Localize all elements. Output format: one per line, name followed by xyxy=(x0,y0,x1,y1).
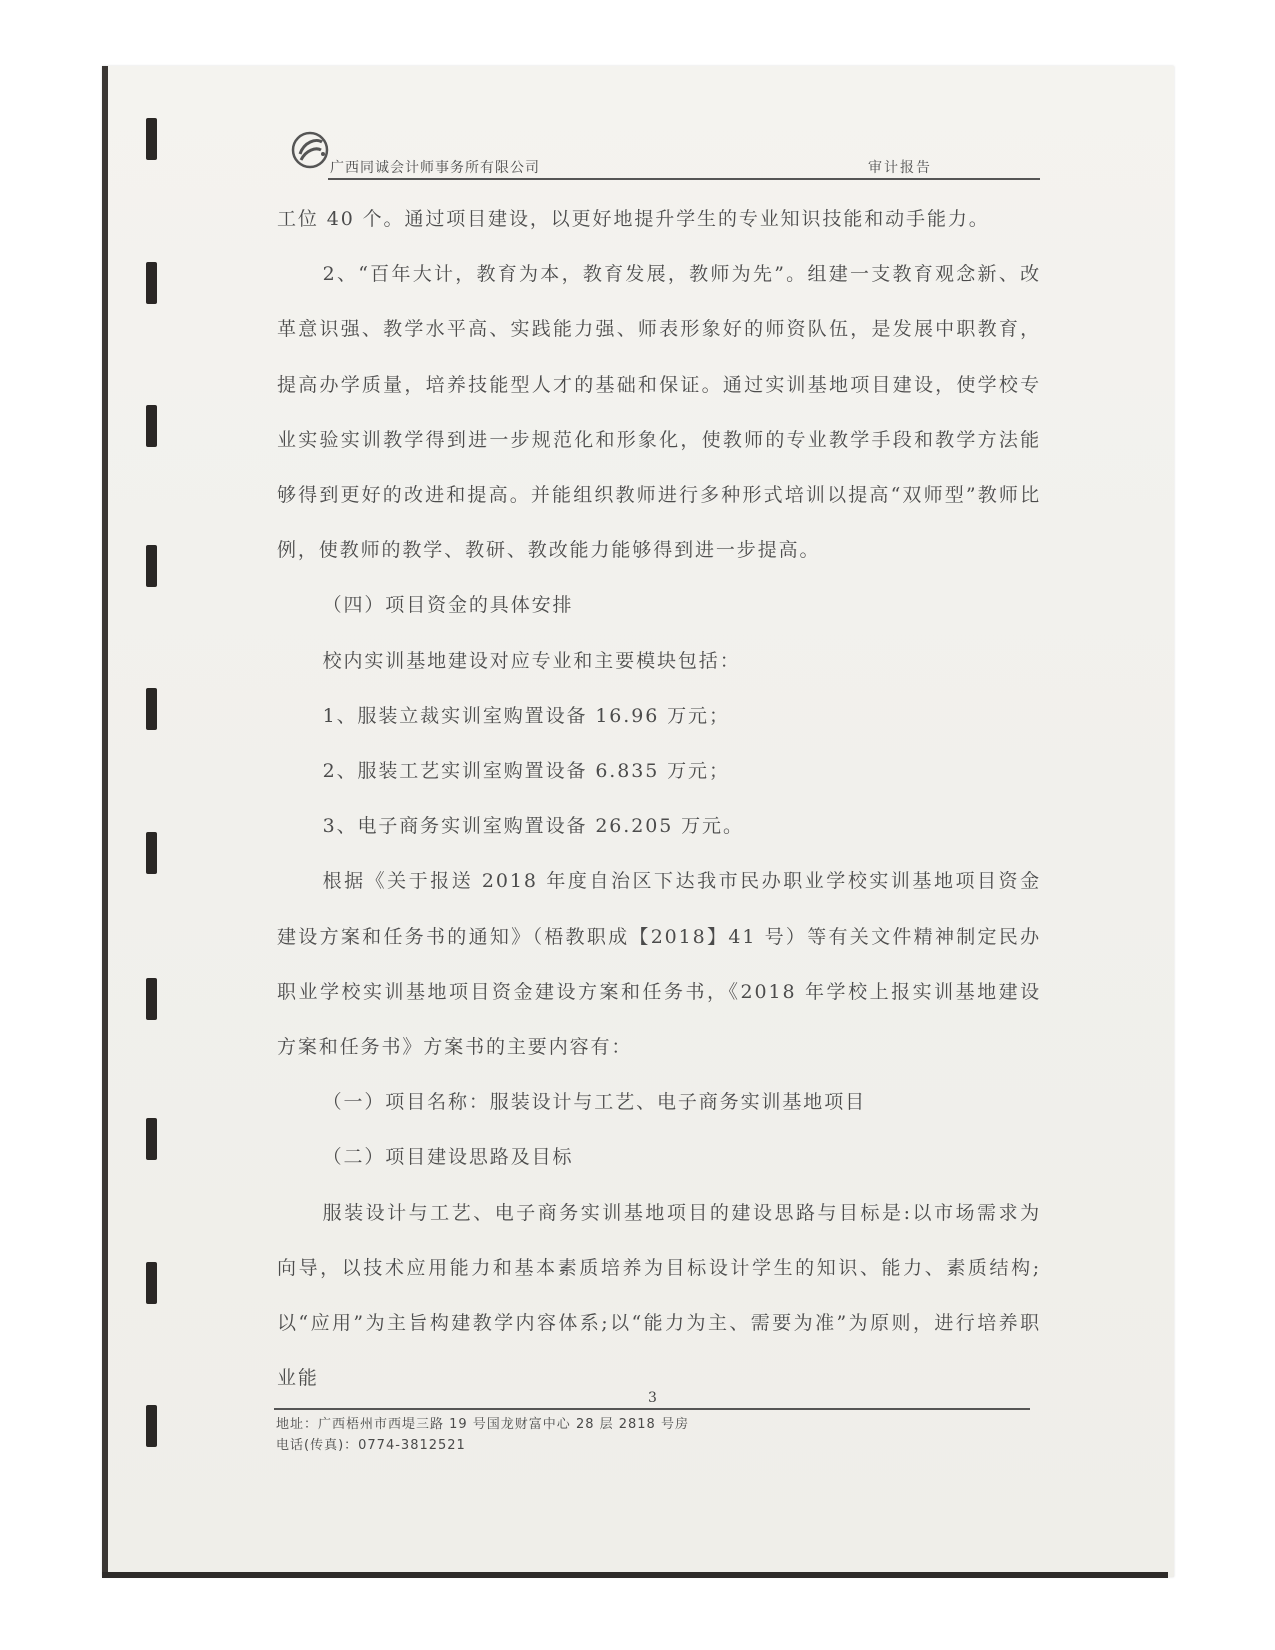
body-text xyxy=(277,192,1041,1406)
list-item: 2、服装工艺实训室购置设备 6.835 万元； xyxy=(322,760,730,783)
punch-hole xyxy=(146,545,157,587)
footer-address: 地址：广西梧州市西堤三路 19 号国龙财富中心 28 层 2818 号房 xyxy=(276,1417,689,1432)
punch-hole xyxy=(146,262,157,304)
header-company-name: 广西同诚会计师事务所有限公司 xyxy=(330,160,540,176)
punch-hole xyxy=(146,1262,157,1304)
section-heading: （四）项目资金的具体安排 xyxy=(322,594,574,617)
punch-hole xyxy=(146,1118,157,1160)
punch-hole xyxy=(146,118,157,160)
punch-hole xyxy=(146,688,157,730)
paragraph: 服装设计与工艺、电子商务实训基地项目的建设思路与目标是:以市场需求为向导，以技术应用能力和基本素质培养为目标设计学生的知识、能力、素质结构;以“应用”为主旨构建教学内容体系;以“能力为主、需要为准”为原则，进行培养职业能 xyxy=(277,1201,1041,1390)
paragraph: 2、“百年大计，教育为本，教育发展，教师为先”。组建一支教育观念新、改革意识强、教学水平高、实践能力强、师表形象好的师资队伍，是发展中职教育，提高办学质量，培养技能型人才的基础和保证。通过实训基地项目建设，使学校专业实验实训教学得到进一步规范化和形象化，使教师的专业教学手段和教学方法能够得到更好的改进和提高。并能组织教师进行多种形式培训以提高“双师型”教师比例，使教师的教学、教研、教改能力能够得到进一步提高。 xyxy=(277,263,1041,562)
list-item: 3、电子商务实训室购置设备 26.205 万元。 xyxy=(322,815,744,838)
paragraph: 工位 40 个。通过项目建设，以更好地提升学生的专业知识技能和动手能力。 xyxy=(277,208,990,230)
punch-hole xyxy=(146,978,157,1020)
footer-phone: 电话(传真)：0774-3812521 xyxy=(276,1438,466,1453)
punch-hole xyxy=(146,1405,157,1447)
header-report-label: 审计报告 xyxy=(868,160,932,176)
paragraph: 校内实训基地建设对应专业和主要模块包括： xyxy=(322,649,741,672)
punch-hole xyxy=(146,832,157,874)
paper-shadow xyxy=(102,1572,1168,1578)
section-heading: （一）项目名称：服装设计与工艺、电子商务实训基地项目 xyxy=(322,1091,866,1114)
section-heading: （二）项目建设思路及目标 xyxy=(322,1146,574,1169)
paragraph: 根据《关于报送 2018 年度自治区下达我市民办职业学校实训基地项目资金建设方案和任务书的通知》（梧教职成【2018】41 号）等有关文件精神制定民办职业学校实训基地项目资金建设方案和任务书，《2018 年学校上报实训基地建设方案和任务书》方案书的主要内容有： xyxy=(277,870,1041,1059)
list-item: 1、服装立裁实训室购置设备 16.96 万元； xyxy=(322,704,730,727)
footer-divider xyxy=(274,1408,1030,1410)
page-number: 3 xyxy=(648,1390,657,1406)
punch-hole xyxy=(146,405,157,447)
header-divider xyxy=(328,178,1040,180)
company-logo-icon xyxy=(290,130,330,170)
